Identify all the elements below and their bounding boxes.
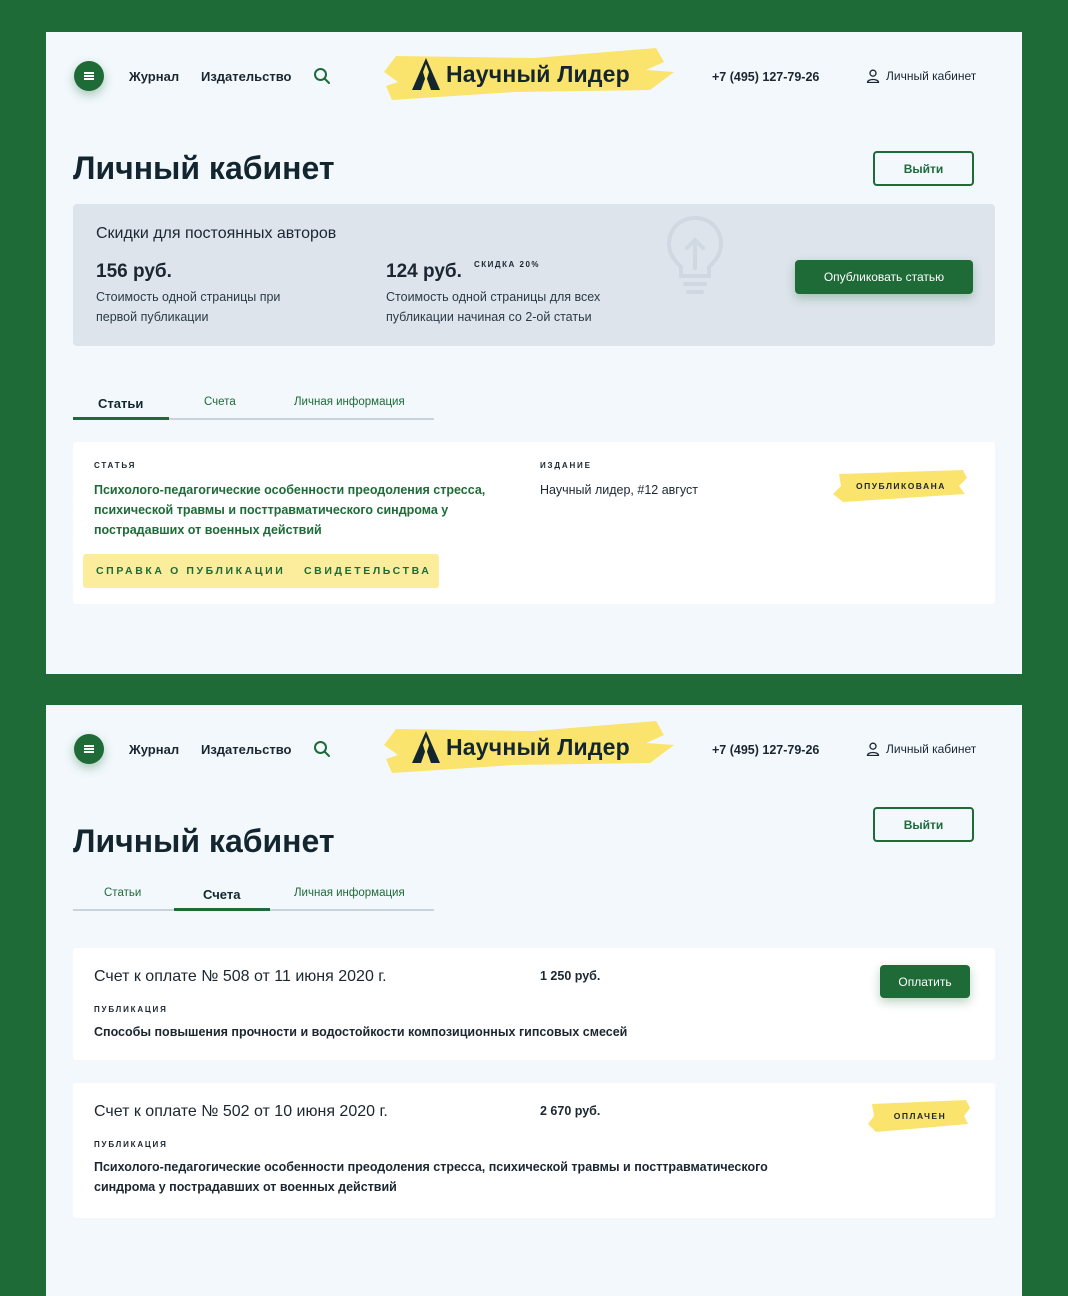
site-logo[interactable] <box>384 42 676 104</box>
invoice-publication-title: Способы повышения прочности и водостойкости композиционных гипсовых смесей <box>94 1025 628 1039</box>
author-discount-block <box>73 204 995 346</box>
repeat-publication-price: 124 руб. <box>386 261 462 282</box>
tab-articles[interactable]: Статьи <box>104 887 142 899</box>
invoice-title: Счет к оплате № 508 от 11 июня 2020 г. <box>94 968 387 985</box>
tab-personal-info[interactable]: Личная информация <box>294 887 405 899</box>
tab-personal-info[interactable]: Личная информация <box>294 396 405 408</box>
lightbulb-icon <box>663 214 727 296</box>
article-card <box>73 442 995 604</box>
edition-label: ИЗДАНИЕ <box>540 461 592 470</box>
active-tab-indicator <box>174 908 270 911</box>
invoice-publication-title: Психолого-педагогические особенности преодоления стресса, психической травмы и посттравматического синдрома у пострадавших от военных действий <box>94 1160 768 1194</box>
logo-text: Научный Лидер <box>446 61 630 87</box>
account-panel-articles <box>46 32 1022 674</box>
publish-article-button[interactable]: Опубликовать статью <box>795 260 973 294</box>
invoice-title: Счет к оплате № 502 от 10 июня 2020 г. <box>94 1103 388 1120</box>
logout-button[interactable]: Выйти <box>873 151 974 186</box>
logo-text: Научный Лидер <box>446 734 630 760</box>
account-tabs <box>73 885 434 911</box>
article-title-link[interactable]: Психолого-педагогические особенности преодоления стресса, психической травмы и посттравматического синдрома у пострадавших от военных действий <box>94 483 486 537</box>
page-title: Личный кабинет <box>73 823 335 859</box>
user-icon <box>866 742 880 756</box>
pay-button[interactable]: Оплатить <box>880 965 970 998</box>
nav-journal-link[interactable]: Журнал <box>129 69 180 84</box>
publication-certificate-link[interactable]: СПРАВКА О ПУБЛИКАЦИИ <box>96 565 286 577</box>
invoice-amount: 2 670 руб. <box>540 1104 601 1118</box>
active-tab-indicator <box>73 417 169 420</box>
site-logo[interactable] <box>384 715 676 777</box>
repeat-publication-price-desc: Стоимость одной страницы для всех публикации начиная со 2-ой статьи <box>386 290 601 324</box>
publication-label: ПУБЛИКАЦИЯ <box>94 1005 168 1014</box>
discount-badge: СКИДКА 20% <box>474 260 541 269</box>
publication-label: ПУБЛИКАЦИЯ <box>94 1140 168 1149</box>
logo-mark-icon <box>412 58 440 90</box>
search-icon[interactable] <box>313 67 331 85</box>
hamburger-menu-icon[interactable] <box>74 61 104 91</box>
cabinet-link-label: Личный кабинет <box>886 742 977 756</box>
nav-journal-link[interactable]: Журнал <box>129 742 180 757</box>
site-header <box>46 32 1022 122</box>
site-header <box>46 705 1022 795</box>
phone-number[interactable]: +7 (495) 127-79-26 <box>712 70 820 84</box>
search-icon[interactable] <box>313 740 331 758</box>
status-badge: ОПЛАЧЕН <box>868 1100 972 1132</box>
cabinet-link-label: Личный кабинет <box>886 69 977 83</box>
phone-number[interactable]: +7 (495) 127-79-26 <box>712 743 820 757</box>
first-publication-price: 156 руб. <box>96 261 172 282</box>
testimonials-link[interactable]: СВИДЕТЕЛЬСТВА <box>304 565 432 577</box>
cabinet-link[interactable] <box>866 69 976 83</box>
cabinet-link[interactable] <box>866 742 976 756</box>
first-publication-price-desc: Стоимость одной страницы при первой публикации <box>96 290 281 324</box>
nav-publishing-link[interactable]: Издательство <box>201 742 292 757</box>
nav-publishing-link[interactable]: Издательство <box>201 69 292 84</box>
document-links <box>83 554 439 588</box>
status-badge: ОПУБЛИКОВАНА <box>833 470 969 502</box>
article-label: СТАТЬЯ <box>94 461 137 470</box>
logo-mark-icon <box>412 731 440 763</box>
discount-title: Скидки для постоянных авторов <box>96 225 337 242</box>
account-tabs <box>73 394 434 420</box>
tab-invoices[interactable]: Счета <box>204 396 236 408</box>
invoice-card <box>73 1083 995 1218</box>
hamburger-menu-icon[interactable] <box>74 734 104 764</box>
account-panel-invoices <box>46 705 1022 1296</box>
invoice-amount: 1 250 руб. <box>540 969 601 983</box>
tab-articles[interactable]: Статьи <box>98 396 144 411</box>
logout-button[interactable]: Выйти <box>873 807 974 842</box>
edition-value: Научный лидер, #12 август <box>540 483 698 497</box>
user-icon <box>866 69 880 83</box>
tab-invoices[interactable]: Счета <box>203 887 241 902</box>
page-title: Личный кабинет <box>73 150 335 186</box>
invoice-card <box>73 948 995 1060</box>
